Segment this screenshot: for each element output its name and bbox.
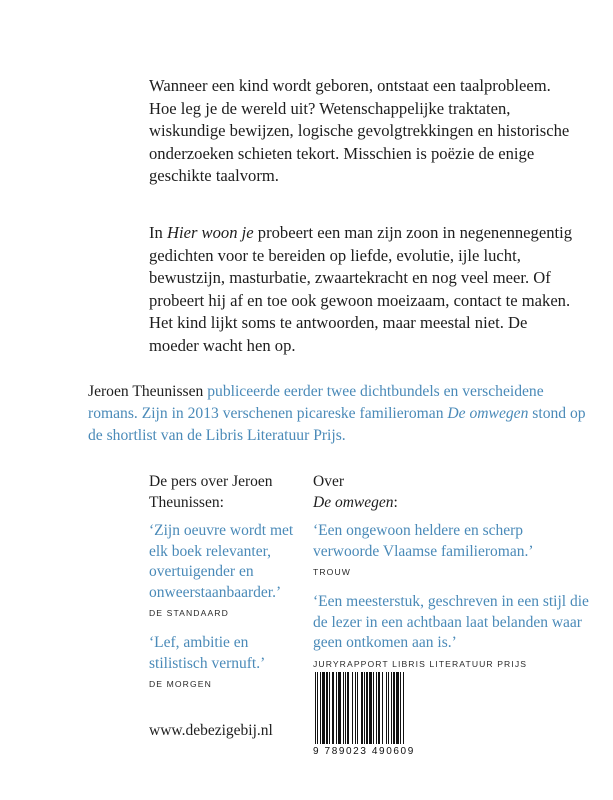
isbn-number: 9 789023 490609 [313, 746, 415, 757]
barcode-bar [386, 672, 387, 744]
author-bio [88, 381, 588, 447]
barcode-bar [364, 672, 365, 744]
press-column-right [313, 472, 593, 684]
barcode-bar [400, 672, 401, 744]
blurb-prefix: In [149, 223, 167, 242]
barcode-bar [343, 672, 344, 744]
barcode-bars [313, 672, 446, 744]
barcode-bar [369, 672, 372, 744]
press-quote: ‘Zijn oeuvre wordt met elk boek relevanter, overtuigender en onweerstaanbaarder.’ [149, 522, 294, 601]
barcode-bar [391, 672, 392, 744]
author-name: Jeroen Theunissen [88, 383, 204, 400]
press-left-heading: De pers over Jeroen Theunissen: [149, 473, 273, 511]
bio-text-1: publiceerde eerder twee dichtbundels en verscheidene romans. Zijn in 2013 verschenen picareske familieroman [88, 383, 544, 422]
press-quote: ‘Een meesterstuk, geschreven in een stijl die de lezer in een achtbaan laat belanden waar geen ontkomen aan is.’ [313, 593, 589, 651]
press-column-left [149, 472, 309, 704]
barcode-bar [332, 672, 334, 744]
book-title-de-omwegen: De omwegen [447, 405, 529, 422]
heading-prefix: Over [313, 473, 344, 490]
press-quote: ‘Een ongewoon heldere en scherp verwoorde Vlaamse familieroman.’ [313, 522, 534, 560]
blurb-rest: probeert een man zijn zoon in negenennegentig gedichten voor te bereiden op liefde, evolutie, ijle lucht, bewustzijn, masturbatie, zwaartekracht en nog veel meer. Of probeert hij af en toe ook gewoon moeizaam, contact te maken. Het kind lijkt soms te antwoorden, maar meestal niet. De moeder wacht hen op. [149, 223, 573, 355]
barcode-bar [388, 672, 389, 744]
press-source: TROUW [313, 567, 351, 577]
barcode-bar [352, 672, 353, 744]
press-quote: ‘Lef, ambitie en stilistisch vernuft.’ [149, 634, 266, 672]
isbn-barcode [313, 672, 446, 759]
press-right-heading [313, 472, 593, 513]
blurb-paragraph-1 [149, 75, 579, 188]
blurb-paragraph-2 [149, 222, 579, 358]
book-title-hier-woon-je: Hier woon je [166, 223, 254, 242]
barcode-bar [393, 672, 395, 744]
press-source: DE MORGEN [149, 679, 212, 689]
barcode-bar [347, 672, 349, 744]
press-source: JURYRAPPORT LIBRIS LITERATUUR PRIJS [313, 658, 528, 669]
barcode-bar [326, 672, 328, 744]
press-source: DE STANDAARD [149, 608, 229, 618]
barcode-bar [317, 672, 318, 744]
barcode-bar [329, 672, 330, 744]
barcode-bar [376, 672, 377, 744]
barcode-bar [322, 672, 325, 744]
barcode-bar [378, 672, 380, 744]
heading-suffix: : [393, 493, 398, 511]
barcode-bar [357, 672, 358, 744]
barcode-bar [336, 672, 337, 744]
barcode-bar [382, 672, 383, 744]
barcode-bar [315, 672, 316, 744]
bio-text-2: stond op de shortlist van de Libris Literatuur Prijs. [88, 405, 586, 444]
blurb-text-1: Wanneer een kind wordt geboren, ontstaat een taalprobleem. Hoe leg je de wereld uit? Wetenschappelijke traktaten, wiskundige bewijzen, logische gevolgtrekkingen en historische onderzoeken schieten tekort. Misschien is poëzie de enige geschikte taalvorm. [149, 76, 570, 186]
barcode-bar [345, 672, 346, 744]
barcode-bar [361, 672, 363, 744]
barcode-bar [373, 672, 374, 744]
barcode-bar [320, 672, 321, 744]
barcode-bar [396, 672, 399, 744]
barcode-bar [366, 672, 368, 744]
heading-book-title: De omwegen [313, 493, 394, 511]
barcode-bar [403, 672, 404, 744]
barcode-bar [338, 672, 341, 744]
barcode-bar [355, 672, 356, 744]
blurb-text-2 [149, 222, 579, 358]
publisher-url[interactable]: www.debezigebij.nl [149, 722, 273, 739]
